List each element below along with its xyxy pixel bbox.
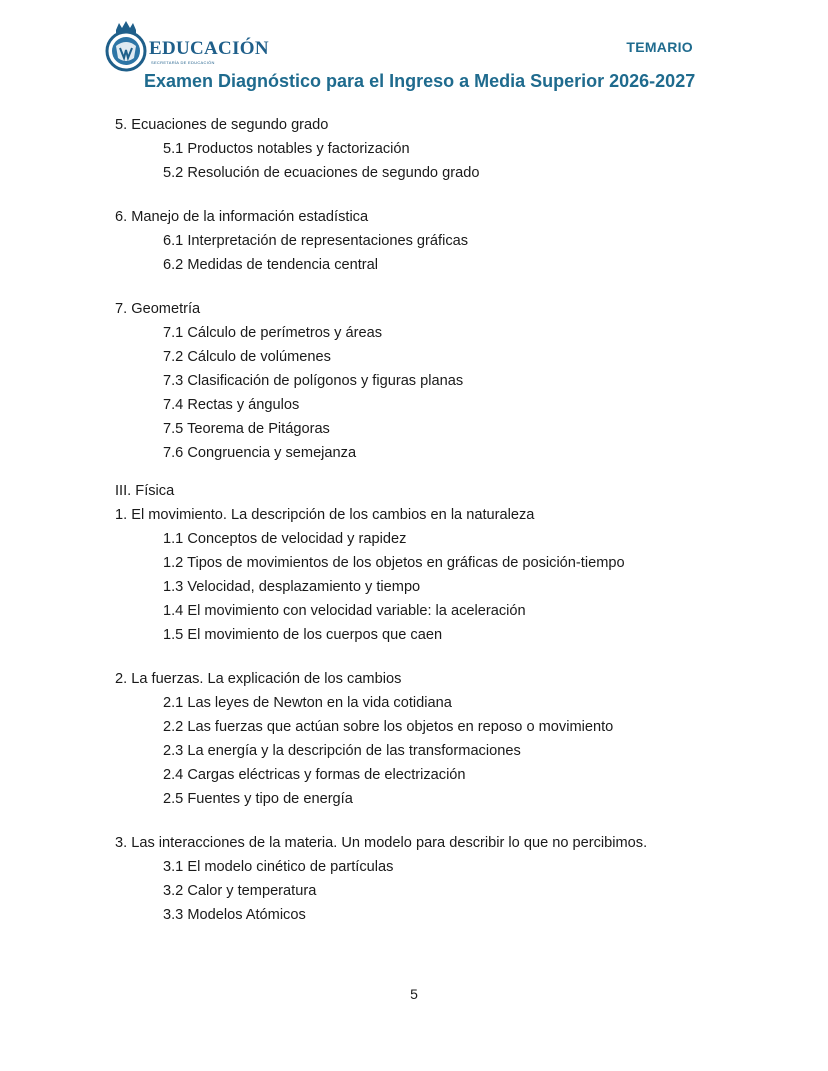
section-item: 1.3 Velocidad, desplazamiento y tiempo (163, 579, 421, 595)
section-item: 2.5 Fuentes y tipo de energía (163, 791, 353, 807)
section-item: 1.4 El movimiento con velocidad variable: la aceleración (163, 603, 526, 619)
section-item: 7.3 Clasificación de polígonos y figuras planas (163, 373, 464, 389)
logo-subtext: SECRETARÍA DE EDUCACIÓN (151, 60, 215, 65)
section-item: 3.3 Modelos Atómicos (163, 907, 306, 923)
section-item: 7.2 Cálculo de volúmenes (163, 349, 331, 365)
fisica-heading: III. Física (115, 483, 175, 499)
temario-label: TEMARIO (626, 39, 693, 55)
section-item: 6.1 Interpretación de representaciones gráficas (163, 233, 469, 249)
exam-title: Examen Diagnóstico para el Ingreso a Media Superior 2026-2027 (144, 71, 696, 91)
section-title: 7. Geometría (115, 301, 201, 317)
crest-icon (104, 20, 148, 74)
section-item: 5.1 Productos notables y factorización (163, 141, 410, 157)
section-title: 2. La fuerzas. La explicación de los cambios (115, 671, 402, 687)
section-item: 3.1 El modelo cinético de partículas (163, 859, 394, 875)
page-number: 5 (410, 986, 418, 1002)
section-item: 1.1 Conceptos de velocidad y rapidez (163, 531, 407, 547)
section-title: 1. El movimiento. La descripción de los cambios en la naturaleza (115, 507, 535, 523)
section-item: 7.1 Cálculo de perímetros y áreas (163, 325, 383, 341)
section-item: 1.5 El movimiento de los cuerpos que caen (163, 627, 443, 643)
logo-text: EDUCACIÓN (149, 38, 269, 59)
section-item: 6.2 Medidas de tendencia central (163, 257, 378, 273)
section-item: 2.4 Cargas eléctricas y formas de electrización (163, 767, 466, 783)
section-title: 5. Ecuaciones de segundo grado (115, 117, 329, 133)
section-item: 5.2 Resolución de ecuaciones de segundo grado (163, 165, 480, 181)
section-item: 7.4 Rectas y ángulos (163, 397, 300, 413)
section-item: 3.2 Calor y temperatura (163, 883, 317, 899)
section-item: 7.5 Teorema de Pitágoras (163, 421, 330, 437)
section-item: 2.3 La energía y la descripción de las transformaciones (163, 743, 521, 759)
section-item: 1.2 Tipos de movimientos de los objetos en gráficas de posición-tiempo (163, 555, 625, 571)
syllabus-content (115, 113, 755, 927)
section-title: 6. Manejo de la información estadística (115, 209, 369, 225)
section-title: 3. Las interacciones de la materia. Un modelo para describir lo que no percibimos. (115, 835, 648, 851)
education-logo (104, 20, 294, 74)
section-item: 7.6 Congruencia y semejanza (163, 445, 357, 461)
section-item: 2.1 Las leyes de Newton en la vida cotidiana (163, 695, 452, 711)
section-item: 2.2 Las fuerzas que actúan sobre los objetos en reposo o movimiento (163, 719, 614, 735)
